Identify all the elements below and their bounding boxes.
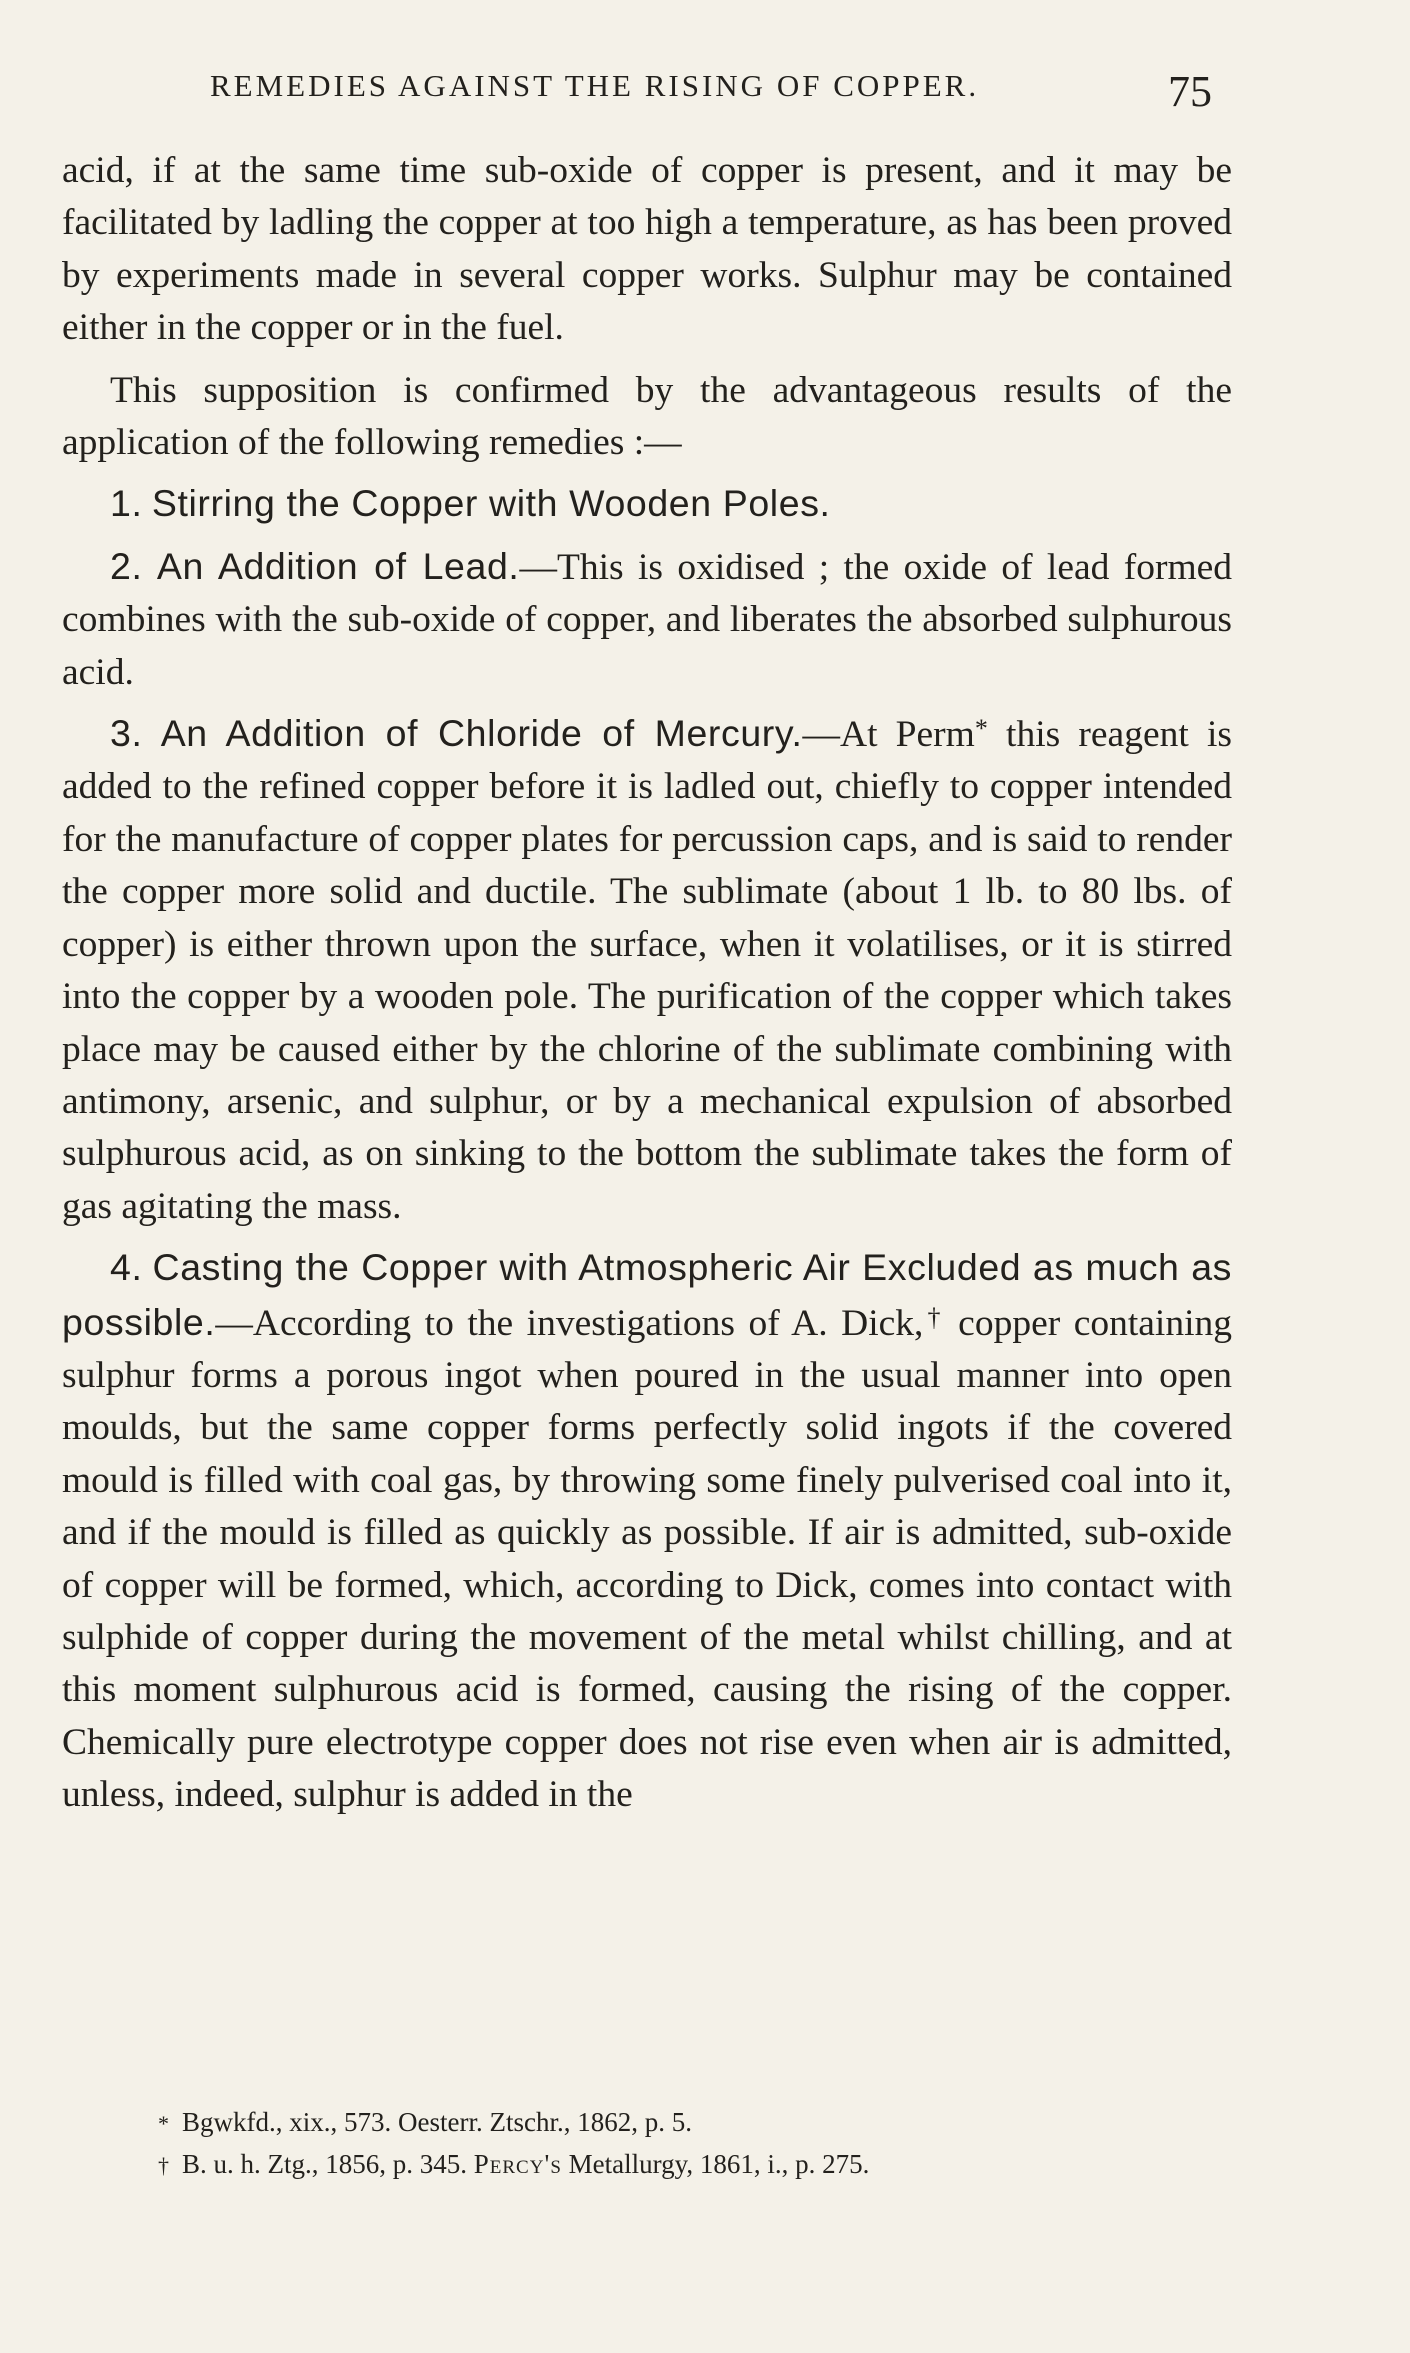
footnote-text: B. u. h. Ztg., 1856, p. 345. [182,2149,474,2179]
remedy-text: —According to the investigations of A. Dick, [215,1302,924,1344]
remedy-item-3 [62,707,1232,1233]
remedy-item-4 [62,1241,1232,1821]
footnote-mark: † [158,2153,169,2178]
remedy-number: 1. [110,482,143,525]
remedy-number: 2. [110,544,143,587]
paragraph-remedies-intro: This supposition is confirmed by the advantageous results of the application of the following remedies :— [62,369,1232,464]
remedy-text: —At Perm [802,714,975,756]
body-text [62,145,1232,1830]
footnote-text: Bgwkfd., xix., 573. Oesterr. Ztschr., 1862, p. 5. [182,2107,692,2137]
remedy-number: 4. [110,1246,143,1289]
footnote-reference: * [974,714,988,744]
remedy-item-2 [62,540,1232,699]
remedy-heading: Casting the Copper with Atmospheric Air Excluded as much as possible. [62,1246,1233,1343]
footnote-author: Percy's [473,2149,562,2179]
footnote [158,2144,1258,2186]
running-title: REMEDIES AGAINST THE RISING OF COPPER. [210,68,980,103]
footnotes [158,2102,1258,2186]
remedy-text: —This is oxidised ; the oxide of lead formed combines with the sub-oxide of copper, and liberates the absorbed sulphurous acid. [62,546,1233,693]
page-number: 75 [1168,67,1212,116]
footnote [158,2102,1258,2144]
paragraph-continuation: acid, if at the same time sub-oxide of copper is present, and it may be facilitated by ladling the copper at too high a temperature, as has been proved by experiments made in several copper works. Sulphur may be contained either in the copper or in the fuel. [62,150,1232,349]
remedy-heading: Stirring the Copper with Wooden Poles. [151,482,831,525]
footnote-text: Metallurgy, 1861, i., p. 275. [561,2149,870,2179]
footnote-reference: † [923,1302,945,1332]
remedy-heading: An Addition of Lead. [156,544,520,587]
remedy-text: this reagent is added to the refined copper before it is ladled out, chiefly to copper intended for the manufacture of copper plates for percussion caps, and is said to render the copper more solid and ductile. The sublimate (about 1 lb. to 80 lbs. of copper) is either thrown upon the surface, when it volatilises, or it is stirred into the copper by a wooden pole. The purification of the copper which takes place may be caused either by the chlorine of the sublimate combining with antimony, arsenic, and sulphur, or by a mechanical expulsion of absorbed sulphurous acid, as on sinking to the bottom the sublimate takes the form of gas agitating the mass. [62,714,1232,1227]
remedy-heading: An Addition of Chloride of Mercury. [160,712,803,755]
footnote-mark: * [158,2111,169,2136]
remedy-number: 3. [110,712,143,755]
remedy-item-1 [62,477,1232,531]
remedy-text: copper containing sulphur forms a porous ingot when poured in the usual manner into open moulds, but the same copper forms perfectly solid ingots if the covered mould is filled with coal gas, by throwing some finely pulverised coal into it, and if the mould is filled as quickly as possible. If air is admitted, sub-oxide of copper will be formed, which, according to Dick, comes into contact with sulphide of copper during the movement of the metal whilst chilling, and at this moment sulphurous acid is formed, causing the rising of the copper. Chemically pure electrotype copper does not rise even when air is admitted, unless, indeed, sulphur is added in the [62,1302,1232,1816]
